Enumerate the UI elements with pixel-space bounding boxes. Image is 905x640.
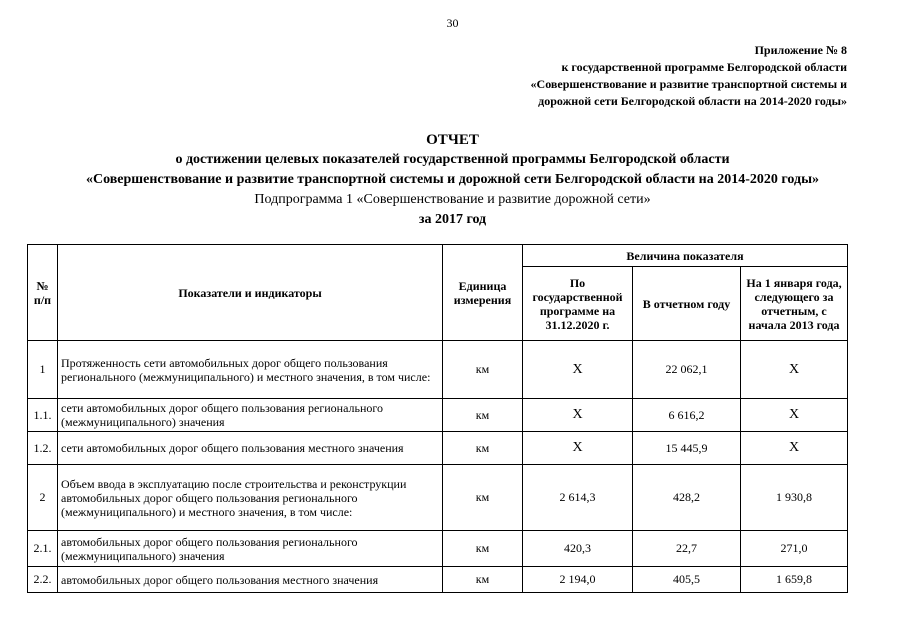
header-value-group: Величина показателя: [523, 245, 848, 267]
row-name: сети автомобильных дорог общего пользования регионального (межмуниципального) значения: [58, 399, 443, 432]
header-name: Показатели и индикаторы: [58, 245, 443, 341]
page-number: 30: [446, 16, 459, 30]
annex-block: [407, 42, 847, 110]
report-year: за 2017 год: [418, 212, 487, 227]
row-plan: Х: [523, 399, 633, 432]
row-cumulative: 1 659,8: [741, 567, 848, 593]
table-row: [28, 399, 848, 432]
row-num: 2.2.: [28, 567, 58, 593]
report-subtitle: о достижении целевых показателей государственной программы Белгородской области: [175, 152, 730, 167]
row-unit: км: [443, 567, 523, 593]
row-actual: 22 062,1: [633, 341, 741, 399]
header-cumulative: На 1 января года, следующего за отчетным, с начала 2013 года: [741, 267, 848, 341]
row-unit: км: [443, 465, 523, 531]
annex-line-2: к государственной программе Белгородской области: [561, 60, 847, 74]
row-actual: 6 616,2: [633, 399, 741, 432]
row-plan: Х: [523, 432, 633, 465]
row-actual: 22,7: [633, 531, 741, 567]
row-plan: 420,3: [523, 531, 633, 567]
row-name: автомобильных дорог общего пользования местного значения: [58, 567, 443, 593]
row-unit: км: [443, 341, 523, 399]
row-unit: км: [443, 432, 523, 465]
header-actual: В отчетном году: [633, 267, 741, 341]
annex-line-3: «Совершенствование и развитие транспортной системы и: [530, 77, 847, 91]
row-cumulative: 271,0: [741, 531, 848, 567]
row-num: 2: [28, 465, 58, 531]
annex-line-1: Приложение № 8: [754, 43, 847, 57]
report-title: ОТЧЕТ: [426, 132, 479, 148]
header-unit: Единица измерения: [443, 245, 523, 341]
table-row: [28, 432, 848, 465]
row-plan: Х: [523, 341, 633, 399]
subprogram-name: Подпрограмма 1 «Совершенствование и развитие дорожной сети»: [254, 192, 651, 207]
header-plan: По государственной программе на 31.12.2020 г.: [523, 267, 633, 341]
row-plan: 2 194,0: [523, 567, 633, 593]
table-row: [28, 567, 848, 593]
row-actual: 428,2: [633, 465, 741, 531]
table-row: [28, 465, 848, 531]
report-title-block: [0, 130, 905, 230]
row-name: автомобильных дорог общего пользования регионального (межмуниципального) значения: [58, 531, 443, 567]
row-unit: км: [443, 531, 523, 567]
row-name: сети автомобильных дорог общего пользования местного значения: [58, 432, 443, 465]
row-cumulative: Х: [741, 432, 848, 465]
row-plan: 2 614,3: [523, 465, 633, 531]
program-name: «Совершенствование и развитие транспортной системы и дорожной сети Белгородской области на 2014-2020 годы»: [85, 172, 820, 187]
row-actual: 405,5: [633, 567, 741, 593]
annex-line-4: дорожной сети Белгородской области на 2014-2020 годы»: [538, 94, 847, 108]
table-row: [28, 341, 848, 399]
row-num: 1.1.: [28, 399, 58, 432]
row-num: 1: [28, 341, 58, 399]
row-unit: км: [443, 399, 523, 432]
row-actual: 15 445,9: [633, 432, 741, 465]
row-name: Объем ввода в эксплуатацию после строительства и реконструкции автомобильных дорог общего пользования регионального (межмуниципального) и местного значения, в том числе:: [58, 465, 443, 531]
row-cumulative: Х: [741, 341, 848, 399]
row-cumulative: Х: [741, 399, 848, 432]
indicators-table: [27, 244, 848, 593]
row-name: Протяженность сети автомобильных дорог общего пользования регионального (межмуниципального) и местного значения, в том числе:: [58, 341, 443, 399]
row-cumulative: 1 930,8: [741, 465, 848, 531]
header-num: № п/п: [28, 245, 58, 341]
row-num: 2.1.: [28, 531, 58, 567]
table-row: [28, 531, 848, 567]
row-num: 1.2.: [28, 432, 58, 465]
